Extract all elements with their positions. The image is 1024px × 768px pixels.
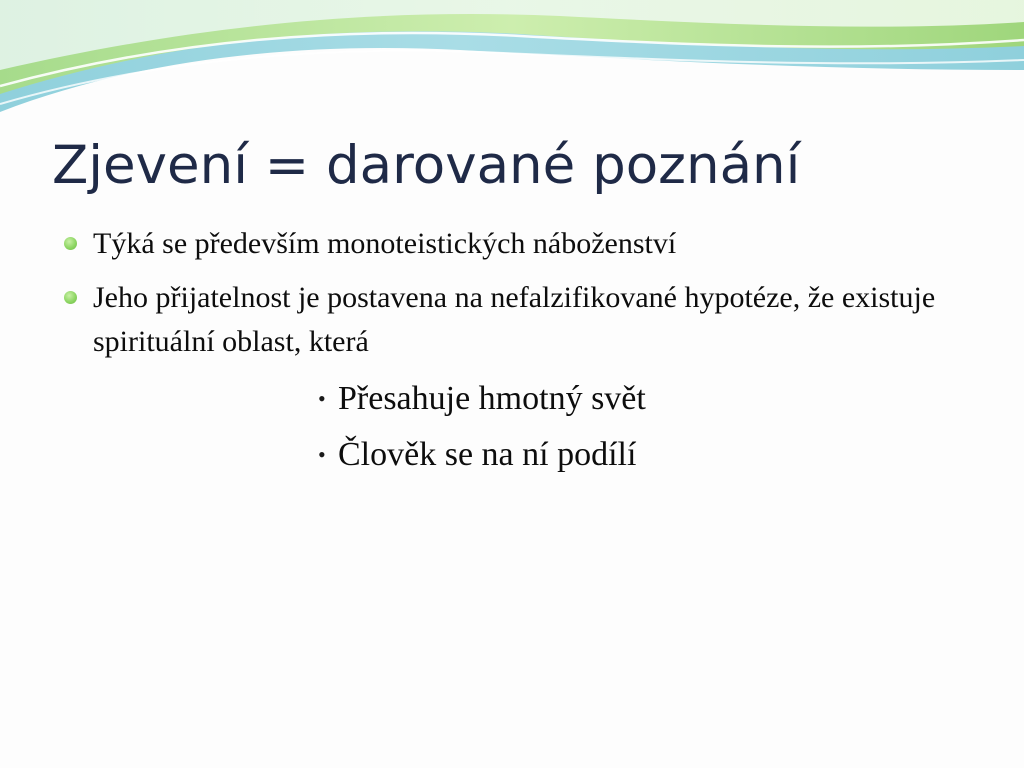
sub-bullet-item [318,376,646,422]
sub-bullet-list [318,376,646,488]
bullet-dot-icon [64,291,77,304]
header-wave-decoration [0,0,1024,130]
sub-bullet-text: Přesahuje hmotný svět [338,380,646,417]
sub-bullet-item [318,432,646,478]
bullet-text: Jeho přijatelnost je postavena na nefalzifikované hypotéze, že existuje spirituální oblast, která [93,281,936,358]
bullet-item [64,222,964,266]
sub-bullet-text: Člověk se na ní podílí [338,436,637,473]
sub-bullet-marker-icon: • [318,386,326,411]
slide-title: Zjevení = darované poznání [52,135,801,196]
bullet-item [64,276,964,364]
sub-bullet-marker-icon: • [318,442,326,467]
bullet-text: Týká se především monoteistických náboženství [93,227,677,260]
bullet-list [64,222,964,374]
bullet-dot-icon [64,237,77,250]
